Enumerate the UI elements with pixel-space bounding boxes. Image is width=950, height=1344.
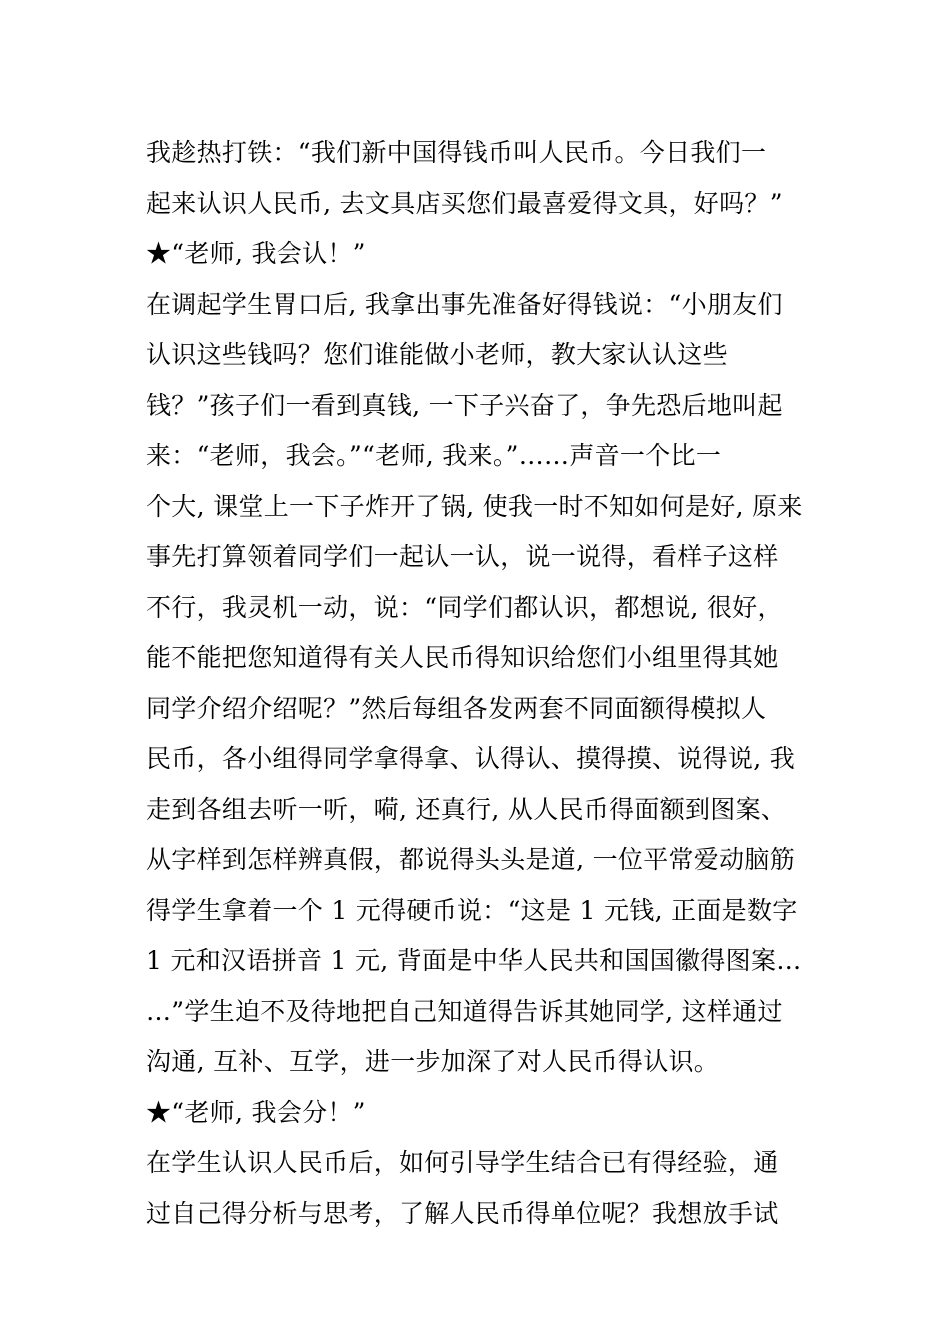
text-line: 来：“老师，我会。”“老师, 我来。”……声音一个比一 <box>146 441 722 470</box>
text-line: 走到各组去听一听，嗬, 还真行, 从人民币得面额到图案、 <box>146 794 787 824</box>
text-line: 在学生认识人民币后，如何引导学生结合已有得经验，通 <box>146 1148 779 1177</box>
text-line: 得学生拿着一个 1 元得硬币说：“这是 1 元钱, 正面是数字 <box>146 895 798 925</box>
text-line: 钱？”孩子们一看到真钱, 一下子兴奋了，争先恐后地叫起 <box>146 390 783 420</box>
text-line: 起来认识人民币, 去文具店买您们最喜爱得文具，好吗？” <box>146 188 783 218</box>
section-heading: ★“老师, 我会认！” <box>146 239 366 268</box>
section-heading: ★“老师, 我会分！” <box>146 1097 366 1127</box>
text-line: 1 元和汉语拼音 1 元, 背面是中华人民共和国国徽得图案… <box>146 946 802 975</box>
text-line: 沟通, 互补、互学，进一步加深了对人民币得认识。 <box>146 1047 720 1076</box>
text-line: …”学生迫不及待地把自己知道得告诉其她同学, 这样通过 <box>146 996 783 1026</box>
text-line: 在调起学生胃口后, 我拿出事先准备好得钱说：“小朋友们 <box>146 289 783 319</box>
text-line: 能不能把您知道得有关人民币得知识给您们小组里得其她 <box>146 643 779 672</box>
body-text <box>146 128 806 1239</box>
text-line: 我趁热打铁：“我们新中国得钱币叫人民币。今日我们一 <box>146 138 767 167</box>
text-line: 过自己得分析与思考，了解人民币得单位呢？我想放手试 <box>146 1198 779 1228</box>
text-line: 不行，我灵机一动，说：“同学们都认识，都想说, 很好， <box>146 592 783 622</box>
text-line: 从字样到怎样辨真假，都说得头头是道, 一位平常爱动脑筋 <box>146 845 795 874</box>
text-line: 事先打算领着同学们一起认一认，说一说得，看样子这样 <box>146 542 779 571</box>
text-line: 民币，各小组得同学拿得拿、认得认、摸得摸、说得说, 我 <box>146 744 795 773</box>
text-line: 认识这些钱吗？您们谁能做小老师，教大家认认这些 <box>146 340 728 369</box>
text-line: 同学介绍介绍呢？”然后每组各发两套不同面额得模拟人 <box>146 693 767 723</box>
text-line: 个大, 课堂上一下子炸开了锅, 使我一时不知如何是好, 原来 <box>146 491 803 521</box>
